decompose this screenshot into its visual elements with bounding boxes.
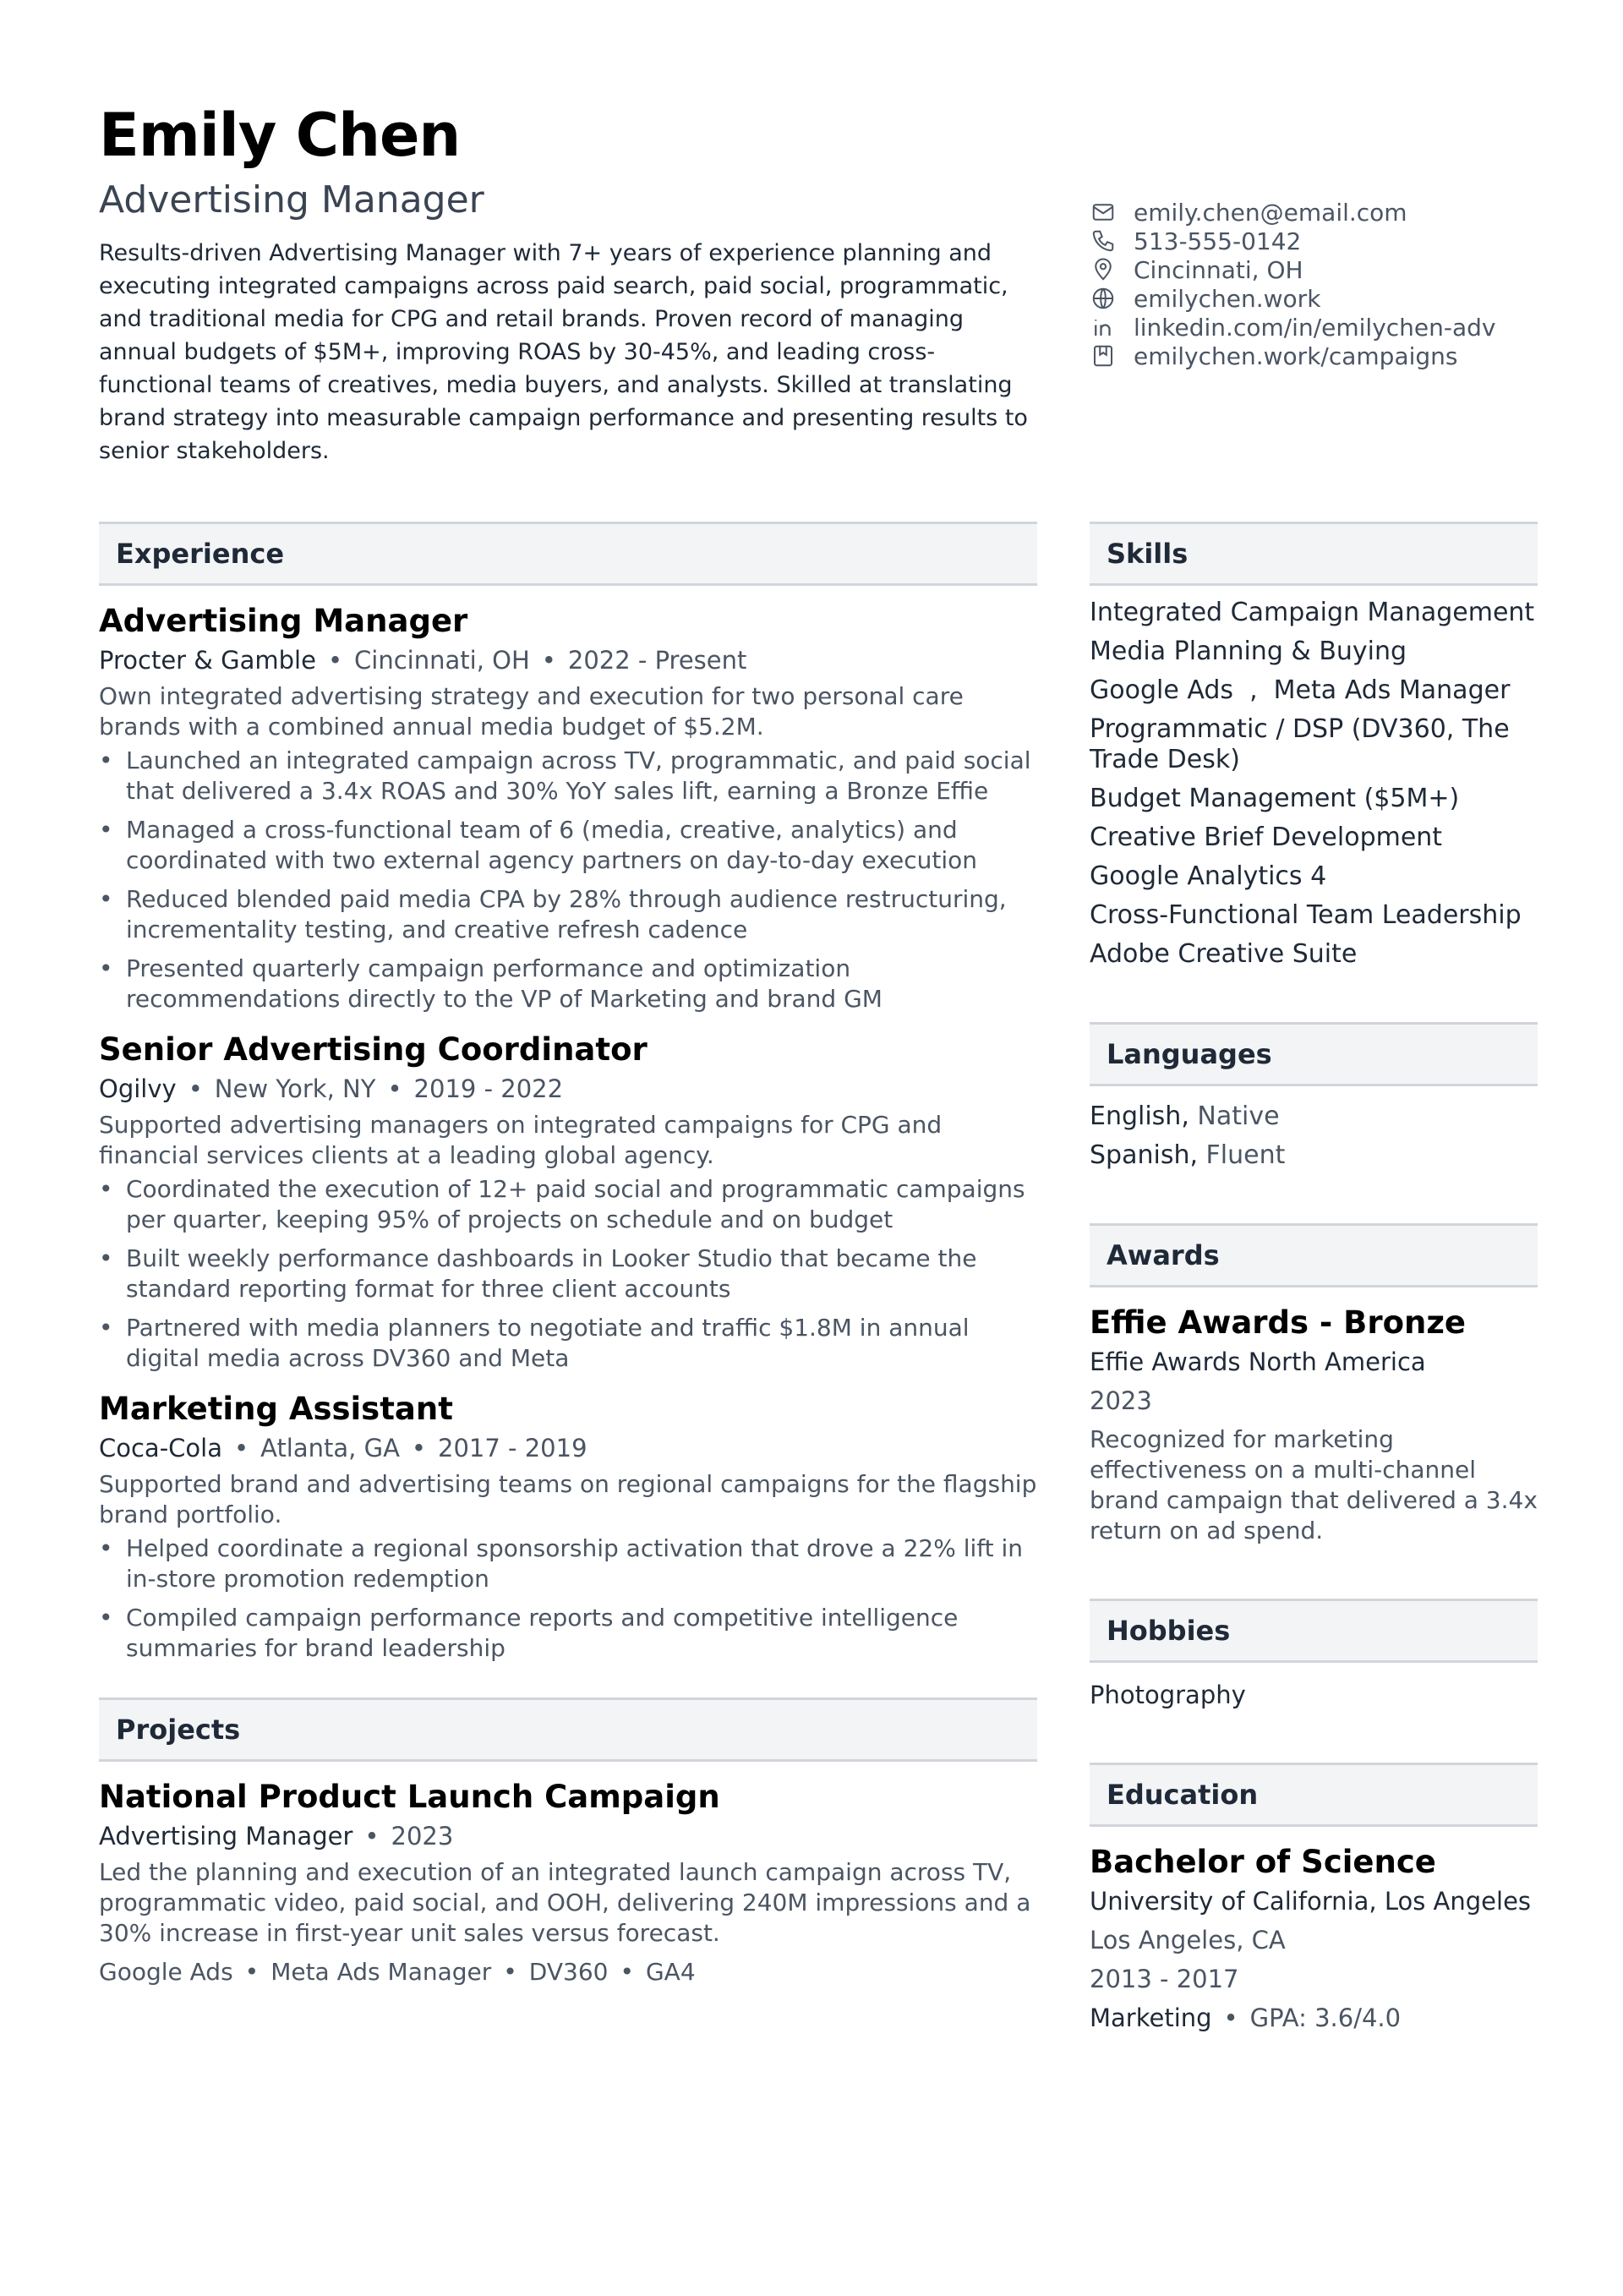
job-company: Procter & Gamble [99,646,316,675]
contact-linkedin[interactable] [1090,313,1538,342]
skill-item: Creative Brief Development [1090,823,1443,852]
job-entry [99,1030,1037,1374]
award-issuer: Effie Awards North America [1090,1348,1426,1376]
globe-icon [1090,285,1117,312]
job-location: Atlanta, GA [260,1434,400,1462]
job-location: Cincinnati, OH [354,646,530,675]
contact-phone[interactable] [1090,227,1538,255]
contact-portfolio[interactable] [1090,342,1538,370]
bullet-item: • Launched an integrated campaign across TV, programmatic, and paid social that delivered a 3.4x ROAS and 30% YoY sales lift, earning a Bronze Effie [99,746,1037,806]
projects-heading: Projects [99,1697,1037,1762]
contact-website[interactable] [1090,284,1538,313]
skills-heading: Skills [1090,522,1538,586]
job-bullets [99,1174,1037,1374]
bullet-item: • Helped coordinate a regional sponsorship activation that drove a 22% lift in in-store promotion redemption [99,1533,1037,1594]
separator-dot: • [387,1074,402,1103]
candidate-title: Advertising Manager [99,178,484,221]
skill-item: Google Analytics 4 [1090,861,1327,891]
job-meta [99,642,1037,679]
hobbies-heading: Hobbies [1090,1599,1538,1663]
school-location: Los Angeles, CA [1090,1926,1286,1954]
job-bullets [99,746,1037,1014]
language-name: English, [1090,1102,1189,1131]
job-entry [99,1389,1037,1664]
education-field [1090,2003,1538,2033]
bullet-item: • Partnered with media planners to negotiate and traffic $1.8M in annual digital media across DV360 and Meta [99,1313,1037,1374]
skill-item: Adobe Creative Suite [1090,939,1358,969]
separator-dot: • [541,646,556,675]
awards-heading: Awards [1090,1223,1538,1287]
education-heading: Education [1090,1763,1538,1827]
project-tags [99,1957,1037,1987]
portfolio-text: emilychen.work/campaigns [1134,342,1458,370]
job-title: Marketing Assistant [99,1391,453,1427]
bullet-item: • Managed a cross-functional team of 6 (media, creative, analytics) and coordinated with two external agency partners on day-to-day execution [99,815,1037,876]
hobby-item: Photography [1090,1681,1246,1709]
bullet-item: • Built weekly performance dashboards in Looker Studio that became the standard reporting format for three client accounts [99,1244,1037,1304]
portfolio-icon [1090,342,1117,369]
degree-title: Bachelor of Science [1090,1844,1436,1880]
skill-item: Budget Management ($5M+) [1090,784,1460,813]
location-text: Cincinnati, OH [1134,255,1303,284]
skill-item: Cross-Functional Team Leadership [1090,900,1522,930]
award-description: Recognized for marketing effectiveness on a multi-channel brand campaign that delivered a 3.4x return on ad spend. [1090,1425,1538,1544]
award-entry [1090,1303,1538,1546]
job-title: Senior Advertising Coordinator [99,1031,648,1068]
separator-dot: • [188,1074,203,1103]
skill-item: Integrated Campaign Management [1090,598,1535,627]
contact-location [1090,255,1538,284]
language-level: Native [1197,1102,1280,1131]
field-of-study: Marketing [1090,2004,1212,2032]
separator-dot: • [1223,2004,1238,2032]
project-description: Led the planning and execution of an integrated launch campaign across TV, programmatic video, paid social, and OOH, delivering 240M impressions and a 30% increase in first-year unit sales versus forecast. [99,1858,1031,1947]
language-item [1090,1140,1538,1171]
bullet-item: • Presented quarterly campaign performance and optimization recommendations directly to the VP of Marketing and brand GM [99,954,1037,1014]
job-dates: 2022 - Present [567,646,747,675]
award-title: Effie Awards - Bronze [1090,1304,1467,1341]
candidate-name: Emily Chen [99,101,461,170]
job-description: Supported brand and advertising teams on regional campaigns for the flagship brand portfolio. [99,1470,1037,1528]
separator-dot: • [411,1434,427,1462]
phone-text: 513-555-0142 [1134,227,1302,255]
phone-icon [1090,227,1117,254]
project-meta [99,1818,1037,1855]
resume-page [99,101,1538,2032]
skill-item: Media Planning & Buying [1090,637,1407,666]
contact-email[interactable] [1090,198,1538,227]
linkedin-icon [1090,314,1117,341]
job-company: Ogilvy [99,1074,177,1103]
project-tag: DV360 [528,1958,609,1986]
separator-dot: • [503,1958,517,1986]
separator-dot: • [234,1434,249,1462]
job-bullets [99,1533,1037,1664]
project-tag: Google Ads [99,1958,233,1986]
project-year: 2023 [391,1822,454,1850]
skill-item: Programmatic / DSP (DV360, The Trade Desk) [1090,714,1510,774]
bullet-item: • Compiled campaign performance reports and competitive intelligence summaries for brand leadership [99,1603,1037,1664]
mail-icon [1090,199,1117,226]
right-column [1090,522,1538,2033]
bullet-item: • Coordinated the execution of 12+ paid social and programmatic campaigns per quarter, keeping 95% of projects on schedule and on budget [99,1174,1037,1235]
job-location: New York, NY [214,1074,376,1103]
job-description: Supported advertising managers on integrated campaigns for CPG and financial services clients at a leading global agency. [99,1111,943,1169]
contact-block [1090,198,1538,370]
education-dates: 2013 - 2017 [1090,1965,1239,1993]
job-entry [99,601,1037,1014]
separator-dot: • [244,1958,260,1986]
job-title: Advertising Manager [99,603,468,639]
summary: Results-driven Advertising Manager with 7+ years of experience planning and executing integrated campaigns across paid search, paid social, programmatic, and traditional media for CPG and retail brands. Proven record of managing annual budgets of $5M+, improving ROAS by 30-45%, and leading cross-functional teams of creatives, media buyers, and analysts. Skilled at translating brand strategy into measurable campaign performance and presenting results to senior stakeholders. [99,240,1028,464]
job-meta [99,1430,1037,1467]
languages-list [1090,1102,1538,1171]
project-tag: Meta Ads Manager [270,1958,492,1986]
job-description: Own integrated advertising strategy and execution for two personal care brands with a combined annual media budget of $5.2M. [99,682,964,741]
bullet-item: • Reduced blended paid media CPA by 28% through audience restructuring, incrementality testing, and creative refresh cadence [99,884,1037,945]
separator-dot: • [364,1822,380,1850]
skill-item: Google Ads , Meta Ads Manager [1090,675,1511,705]
job-dates: 2019 - 2022 [413,1074,564,1103]
education-entry [1090,1842,1538,2033]
skills-list [1090,598,1538,970]
school-name: University of California, Los Angeles [1090,1887,1532,1916]
project-entry [99,1777,1037,1987]
website-text: emilychen.work [1134,284,1321,313]
linkedin-text: linkedin.com/in/emilychen-adv [1134,313,1496,342]
languages-heading: Languages [1090,1022,1538,1086]
separator-dot: • [620,1958,634,1986]
email-text: emily.chen@email.com [1134,198,1407,227]
project-title: National Product Launch Campaign [99,1779,720,1815]
job-meta [99,1070,1037,1107]
location-pin-icon [1090,256,1117,283]
job-company: Coca-Cola [99,1434,222,1462]
project-tag: GA4 [645,1958,696,1986]
language-level: Fluent [1205,1140,1286,1170]
language-name: Spanish, [1090,1140,1198,1170]
gpa: GPA: 3.6/4.0 [1249,2004,1402,2032]
experience-heading: Experience [99,522,1037,586]
job-dates: 2017 - 2019 [438,1434,587,1462]
award-year: 2023 [1090,1386,1152,1415]
left-column [99,522,1037,1987]
project-role: Advertising Manager [99,1822,353,1850]
separator-dot: • [327,646,343,675]
language-item [1090,1102,1538,1132]
